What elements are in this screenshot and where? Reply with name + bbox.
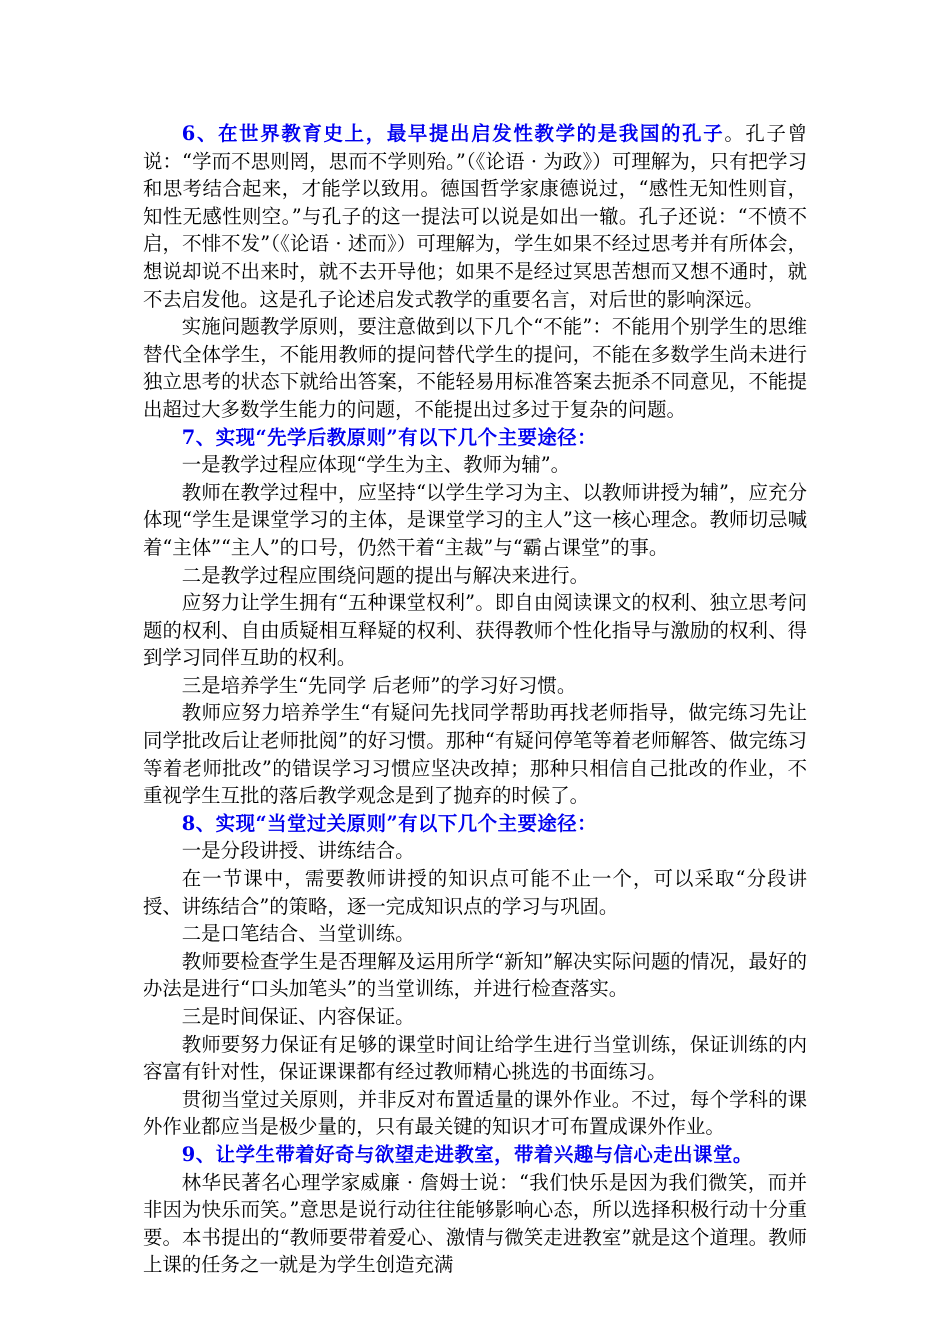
paragraph-7-point-2-detail: 应努力让学生拥有“五种课堂权利”。即自由阅读课文的权利、独立思考问题的权利、自由质疑相互释疑的权利、获得教师个性化指导与激励的权利、得到学习同伴互助的权利。 [143,591,807,670]
heading-8: 8、实现“当堂过关原则”有以下几个主要途径： [181,811,598,835]
heading-9: 9、让学生带着好奇与欲望走进教室，带着兴趣与信心走出课堂。 [181,1142,753,1166]
paragraph-7-point-1: 一是教学过程应体现“学生为主、教师为辅”。 [181,453,571,477]
heading-6: 6、在世界教育史上，最早提出启发性教学的是我国的孔子 [181,122,725,145]
paragraph-7-point-2: 二是教学过程应围绕问题的提出与解决来进行。 [181,563,589,587]
heading-7: 7、实现“先学后教原则”有以下几个主要途径： [181,425,598,449]
paragraph-7-point-1-detail: 教师在教学过程中，应坚持“以学生学习为主、以教师讲授为辅”，应充分体现“学生是课堂学习的主体，是课堂学习的主人”这一核心理念。教师切忌喊着“主体”“主人”的口号，仍然干着“主裁”与“霸占课堂”的事。 [143,480,807,559]
paragraph-7-point-3-detail: 教师应努力培养学生“有疑问先找同学帮助再找老师指导，做完练习先让同学批改后让老师批阅”的好习惯。那种“有疑问停笔等着老师解答、做完练习等着老师批改”的错误学习习惯应坚决改掉；那种只相信自己批改的作业，不重视学生互批的落后教学观念是到了抛弃的时候了。 [143,701,807,808]
paragraph-8-point-1: 一是分段讲授、讲练结合。 [181,839,415,863]
paragraph-6-text: 。孔子曾说：“学而不思则罔，思而不学则殆。”（《论语 · 为政》）可理解为，只有把学习和思考结合起来，才能学以致用。德国哲学家康德说过，“感性无知性则盲，知性无感性则空。”与孔子的这一提法可以说是如出一辙。孔子还说：“不愤不启，不悱不发”（《论语 · 述而》）可理解为，学生如果不经过思考并有所体会，想说却说不出来时，就不去开导他；如果不是经过冥思苦想而又想不通时，就不去启发他。这是孔子论述启发式教学的重要名言，对后世的影响深远。 [143,122,807,311]
paragraph-9-detail: 林华民著名心理学家威廉 · 詹姆士说：“我们快乐是因为我们微笑，而并非因为快乐而笑。”意思是说行动往往能够影响心态，所以选择积极行动十分重要。本书提出的“教师要带着爱心、激情与微笑走进教室”就是这个道理。教师上课的任务之一就是为学生创造充满 [143,1170,807,1277]
paragraph-8-point-1-detail: 在一节课中，需要教师讲授的知识点可能不止一个，可以采取“分段讲授、讲练结合”的策略，逐一完成知识点的学习与巩固。 [143,867,807,918]
paragraph-homework: 贯彻当堂过关原则，并非反对布置适量的课外作业。不过，每个学科的课外作业都应当是极少量的，只有最关键的知识才可布置成课外作业。 [143,1087,807,1139]
paragraph-6 [143,120,807,313]
paragraph-8-point-2: 二是口笔结合、当堂训练。 [181,922,415,946]
paragraph-8-point-2-detail: 教师要检查学生是否理解及运用所学“新知”解决实际问题的情况，最好的办法是进行“口头加笔头”的当堂训练，并进行检查落实。 [143,949,807,1001]
paragraph-8-point-3-detail: 教师要努力保证有足够的课堂时间让给学生进行当堂训练，保证训练的内容富有针对性，保证课课都有经过教师精心挑选的书面练习。 [143,1032,807,1084]
paragraph-8-point-3: 三是时间保证、内容保证。 [181,1005,415,1028]
paragraph-7-point-3: 三是培养学生“先同学 后老师”的学习好习惯。 [181,673,577,697]
paragraph-problem-teaching: 实施问题教学原则，要注意做到以下几个“不能”：不能用个别学生的思维替代全体学生，不能用教师的提问替代学生的提问，不能在多数学生尚未进行独立思考的状态下就给出答案，不能轻易用标准答案去扼杀不同意见，不能提出超过大多数学生能力的问题，不能提出过多过于复杂的问题。 [143,315,807,421]
document-body [143,120,807,1279]
